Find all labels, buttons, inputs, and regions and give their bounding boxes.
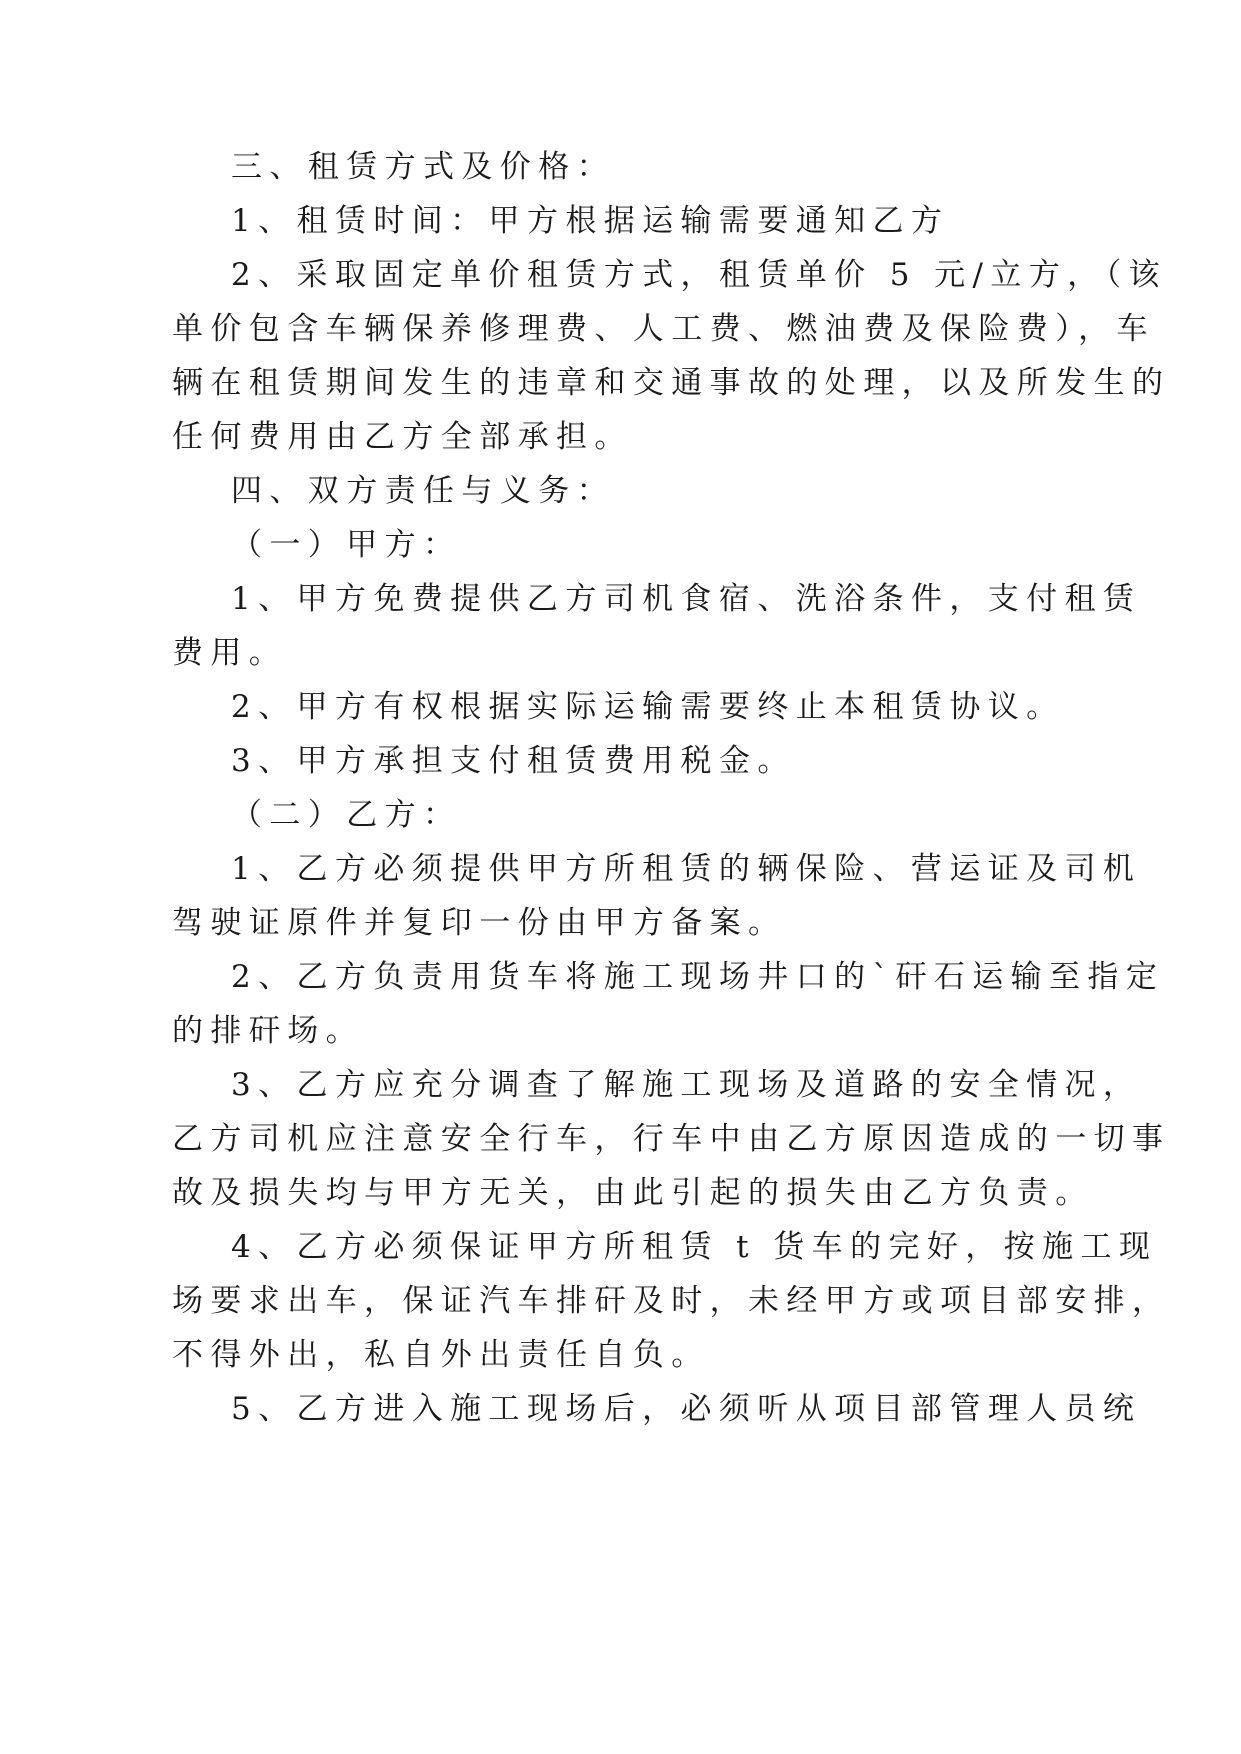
subsection-heading-party-a: （一）甲方： bbox=[231, 527, 462, 563]
paragraph-line: 任何费用由乙方全部承担。 bbox=[172, 419, 633, 455]
paragraph-line: 的排矸场。 bbox=[172, 1013, 364, 1049]
paragraph-line: 1、甲方免费提供乙方司机食宿、洗浴条件，支付租赁 bbox=[231, 581, 1142, 617]
subsection-heading-party-b: （二）乙方： bbox=[231, 797, 462, 833]
paragraph-line: 辆在租赁期间发生的违章和交通事故的处理，以及所发生的 bbox=[172, 365, 1171, 401]
section-heading-3: 三、租赁方式及价格： bbox=[231, 149, 615, 185]
paragraph-line: 场要求出车，保证汽车排矸及时，未经甲方或项目部安排， bbox=[172, 1283, 1171, 1319]
section-heading-4: 四、双方责任与义务： bbox=[231, 473, 615, 509]
paragraph-line: 单价包含车辆保养修理费、人工费、燃油费及保险费），车 bbox=[172, 311, 1155, 347]
paragraph-line: 1、租赁时间：甲方根据运输需要通知乙方 bbox=[231, 203, 950, 239]
paragraph-line: 3、甲方承担支付租赁费用税金。 bbox=[231, 743, 796, 779]
paragraph-line: 2、采取固定单价租赁方式，租赁单价 5 元/立方，（该 bbox=[231, 257, 1167, 293]
paragraph-line: 2、甲方有权根据实际运输需要终止本租赁协议。 bbox=[231, 689, 1065, 725]
paragraph-line: 3、乙方应充分调查了解施工现场及道路的安全情况， bbox=[231, 1067, 1142, 1103]
paragraph-line: 驾驶证原件并复印一份由甲方备案。 bbox=[172, 905, 787, 941]
paragraph-line: 2、乙方负责用货车将施工现场井口的`矸石运输至指定 bbox=[231, 959, 1165, 995]
paragraph-line: 故及损失均与甲方无关，由此引起的损失由乙方负责。 bbox=[172, 1175, 1094, 1211]
paragraph-line: 5、乙方进入施工现场后，必须听从项目部管理人员统 bbox=[231, 1391, 1142, 1427]
paragraph-line: 1、乙方必须提供甲方所租赁的辆保险、营运证及司机 bbox=[231, 851, 1142, 887]
paragraph-line: 不得外出，私自外出责任自负。 bbox=[172, 1337, 710, 1373]
paragraph-line: 4、乙方必须保证甲方所租赁 t 货车的完好，按施工现 bbox=[231, 1229, 1158, 1265]
paragraph-line: 费用。 bbox=[172, 635, 288, 671]
paragraph-line: 乙方司机应注意安全行车，行车中由乙方原因造成的一切事 bbox=[172, 1121, 1171, 1157]
